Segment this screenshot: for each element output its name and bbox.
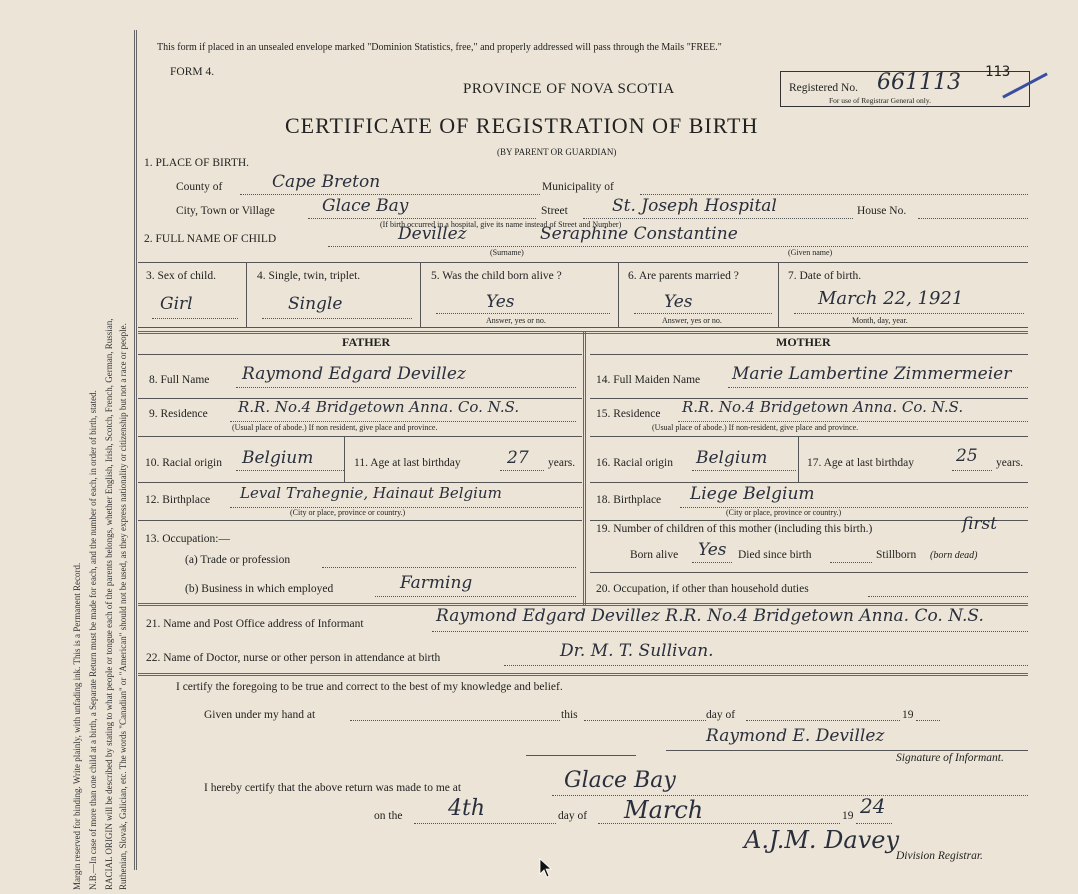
single-label: 4. Single, twin, triplet. — [257, 270, 361, 282]
side-note-1: Margin reserved for binding. Write plainly, with unfading ink. This is a Permanent Record. — [72, 562, 82, 890]
father-name-label: 8. Full Name — [149, 374, 210, 386]
died-label: Died since birth — [738, 549, 812, 561]
city-label: City, Town or Village — [176, 205, 275, 217]
registered-stamp: 113 — [985, 64, 1011, 80]
day-of-label-2: day of — [558, 810, 588, 822]
sex-label: 3. Sex of child. — [146, 270, 216, 282]
certificate-subtitle: (BY PARENT OR GUARDIAN) — [497, 147, 617, 157]
doctor-label: 22. Name of Doctor, nurse or other person in attendance at birth — [146, 652, 441, 664]
dob-caption: Month, day, year. — [852, 316, 908, 325]
stillborn-caption: (born dead) — [930, 550, 978, 561]
hospital-note: (If birth occurred in a hospital, give its name instead of Street and Number) — [380, 220, 622, 229]
child-name-label: 2. FULL NAME OF CHILD — [144, 233, 277, 245]
mother-abode-caption: (Usual place of abode.) If non-resident, give place and province. — [652, 423, 859, 432]
mother-birthplace: Liege Belgium — [690, 484, 815, 504]
registered-number: 661113 — [877, 70, 961, 95]
registrar-signature: A.J.M. Davey — [744, 826, 900, 854]
registered-label: Registered No. — [789, 82, 858, 94]
registrar-use-note: For use of Registrar General only. — [829, 96, 931, 105]
this-label: this — [561, 709, 578, 721]
side-note-4: Ruthenian, Slovak, Galician, etc. The words "Canadian" or "American" should not be used, as they express nationality or citizenship but not a race or people. — [118, 323, 128, 890]
father-racial-label: 10. Racial origin — [145, 457, 222, 469]
father-abode-caption: (Usual place of abode.) If non resident, give place and province. — [232, 423, 438, 432]
father-birthplace-caption: (City or place, province or country.) — [290, 508, 406, 517]
municipality-label: Municipality of — [542, 181, 614, 193]
certify-text: I certify the foregoing to be true and correct to the best of my knowledge and belief. — [176, 681, 563, 693]
father-birthplace: Leval Trahegnie, Hainaut Belgium — [240, 484, 502, 502]
father-residence: R.R. No.4 Bridgetown Anna. Co. N.S. — [238, 398, 520, 416]
mother-racial-label: 16. Racial origin — [596, 457, 673, 469]
mother-children: first — [962, 514, 998, 534]
street-value: St. Joseph Hospital — [612, 196, 777, 216]
sex-value: Girl — [160, 294, 193, 314]
married-label: 6. Are parents married ? — [628, 270, 739, 282]
married-value: Yes — [664, 292, 693, 312]
left-border — [134, 30, 137, 870]
alive-value: Yes — [486, 292, 515, 312]
mail-notice: This form if placed in an unsealed envelope marked "Dominion Statistics, free," and properly addressed will pass through the Mails "FREE." — [157, 42, 722, 53]
return-place: Glace Bay — [564, 768, 676, 793]
alive-label: 5. Was the child born alive ? — [431, 270, 562, 282]
dob-label: 7. Date of birth. — [788, 270, 862, 282]
province-title: PROVINCE OF NOVA SCOTIA — [463, 81, 675, 97]
mother-name-label: 14. Full Maiden Name — [596, 374, 701, 386]
father-age: 27 — [507, 448, 529, 468]
county-value: Cape Breton — [272, 172, 381, 192]
father-business: Farming — [400, 573, 473, 593]
mother-racial: Belgium — [696, 448, 768, 468]
registrar-caption: Division Registrar. — [896, 850, 983, 862]
mother-heading: MOTHER — [776, 335, 831, 349]
dob-value: March 22, 1921 — [818, 288, 964, 309]
father-years: years. — [548, 457, 576, 469]
mother-age: 25 — [956, 446, 978, 466]
father-age-label: 11. Age at last birthday — [354, 457, 461, 469]
year-label: 19 — [842, 810, 854, 822]
mother-years: years. — [996, 457, 1024, 469]
day-of-label: day of — [706, 709, 736, 721]
born-alive-label: Born alive — [630, 549, 679, 561]
informant-signature: Raymond E. Devillez — [706, 726, 885, 746]
child-given-name: Seraphine Constantine — [540, 224, 738, 244]
mother-name: Marie Lambertine Zimmermeier — [732, 364, 1012, 384]
mother-occupation-label: 20. Occupation, if other than household duties — [596, 583, 809, 595]
father-heading: FATHER — [342, 335, 391, 349]
informant-label: 21. Name and Post Office address of Informant — [146, 618, 364, 630]
year-prefix: 19 — [902, 709, 914, 721]
mother-residence-label: 15. Residence — [596, 408, 661, 420]
mother-birthplace-caption: (City or place, province or country.) — [726, 508, 842, 517]
mouse-cursor-icon — [538, 858, 552, 878]
registered-box — [780, 64, 1030, 107]
given-name-caption: (Given name) — [788, 248, 833, 257]
street-label: Street — [541, 205, 568, 217]
father-racial: Belgium — [242, 448, 314, 468]
father-birthplace-label: 12. Birthplace — [145, 494, 211, 506]
registration-day: 4th — [448, 796, 486, 821]
mother-children-label: 19. Number of children of this mother (including this birth.) — [596, 523, 873, 535]
mother-age-label: 17. Age at last birthday — [807, 457, 914, 469]
mother-residence: R.R. No.4 Bridgetown Anna. Co. N.S. — [682, 398, 964, 416]
given-under-label: Given under my hand at — [204, 709, 316, 721]
child-surname: Devillez — [398, 224, 467, 244]
stillborn-label: Stillborn — [876, 549, 917, 561]
surname-caption: (Surname) — [490, 248, 524, 257]
informant-signature-caption: Signature of Informant. — [896, 752, 1004, 764]
alive-caption: Answer, yes or no. — [486, 316, 546, 325]
single-value: Single — [288, 294, 343, 314]
certificate-title: CERTIFICATE OF REGISTRATION OF BIRTH — [285, 113, 759, 138]
county-label: County of — [176, 181, 223, 193]
side-note-2: N.B.—In case of more than one child at a birth, a Separate Return must be made for each, and the number of each, in order of birth, stated. — [88, 390, 98, 890]
doctor-value: Dr. M. T. Sullivan. — [560, 641, 714, 661]
father-name: Raymond Edgard Devillez — [242, 364, 466, 384]
on-the-label: on the — [374, 810, 403, 822]
return-label: I hereby certify that the above return was made to me at — [204, 782, 462, 794]
father-occupation-label: 13. Occupation:— — [145, 533, 230, 545]
married-caption: Answer, yes or no. — [662, 316, 722, 325]
father-business-label: (b) Business in which employed — [185, 583, 334, 595]
place-of-birth-heading: 1. PLACE OF BIRTH. — [144, 157, 250, 169]
form-number: FORM 4. — [170, 66, 215, 78]
side-note-3: RACIAL ORIGIN will be described by stating to what people or tongue each of the parents belongs, whether English, Irish, Scotch, French, German, Russian, — [104, 318, 114, 890]
house-label: House No. — [857, 205, 907, 217]
registration-year: 24 — [860, 794, 886, 818]
father-residence-label: 9. Residence — [149, 408, 208, 420]
born-alive-value: Yes — [698, 540, 727, 560]
mother-birthplace-label: 18. Birthplace — [596, 494, 662, 506]
informant-value: Raymond Edgard Devillez R.R. No.4 Bridgetown Anna. Co. N.S. — [436, 606, 984, 626]
father-trade-label: (a) Trade or profession — [185, 554, 291, 566]
city-value: Glace Bay — [322, 196, 409, 216]
registration-month: March — [624, 796, 704, 824]
